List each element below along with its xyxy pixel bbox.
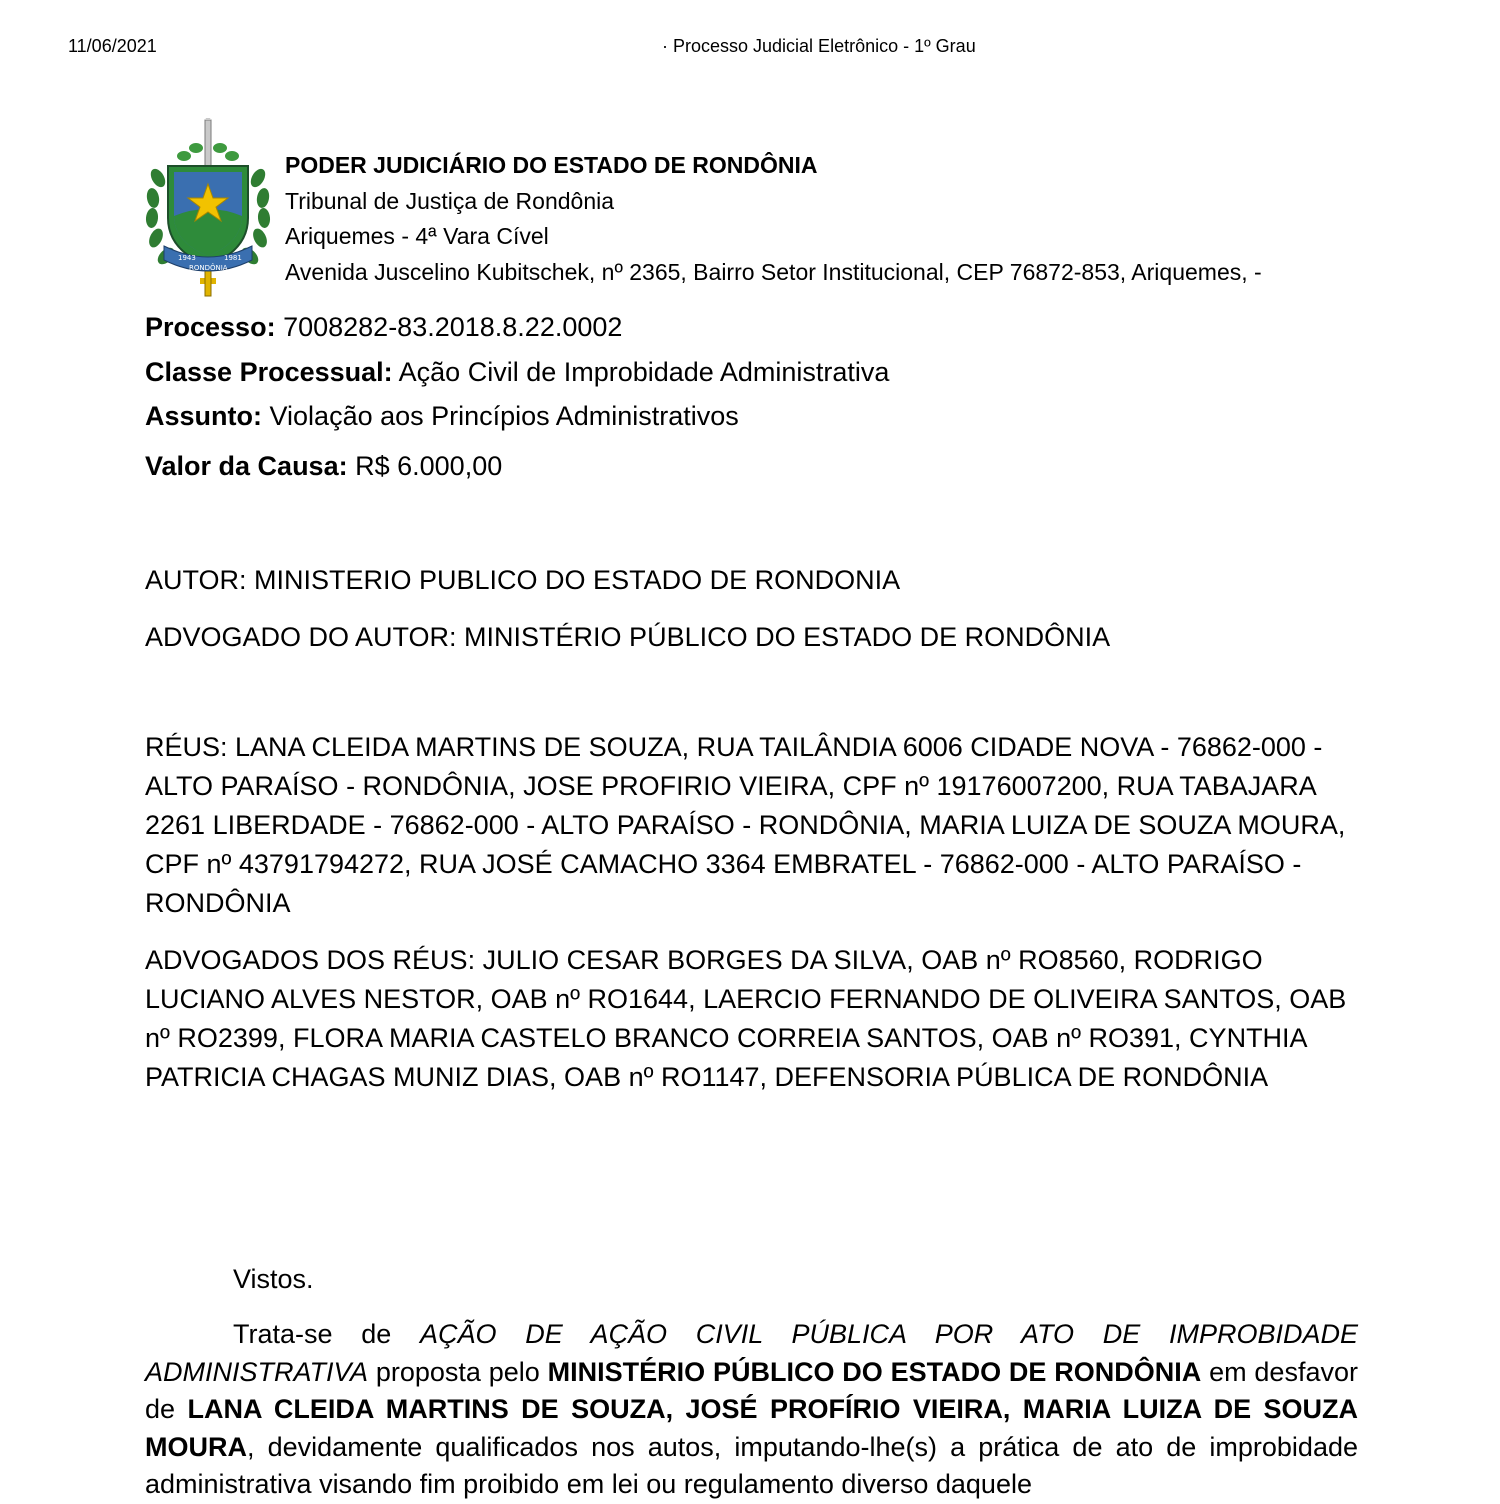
court-info <box>285 148 1262 290</box>
p1-by: proposta pelo <box>375 1356 540 1387</box>
svg-text:1981: 1981 <box>224 254 242 262</box>
advogados-reus-block <box>145 941 1360 1097</box>
assunto-field <box>145 401 739 432</box>
vara-name: Ariquemes - 4ª Vara Cível <box>285 223 549 249</box>
p1-against: em desfavor de <box>145 1356 1358 1424</box>
p1-plaintiff: MINISTÉRIO PÚBLICO DO ESTADO DE RONDÔNIA <box>547 1356 1202 1387</box>
coat-of-arms-icon <box>144 118 272 300</box>
court-address: Avenida Juscelino Kubitschek, nº 2365, Bairro Setor Institucional, CEP 76872-853, Ariquemes, - <box>285 258 1262 285</box>
advogados-reus-paragraph: ADVOGADOS DOS RÉUS: JULIO CESAR BORGES DA SILVA, OAB nº RO8560, RODRIGO LUCIANO ALVES NESTOR, OAB nº RO1644, LAERCIO FERNANDO DE OLIVEIRA SANTOS, OAB nº RO2399, FLORA MARIA CASTELO BRANCO CORREIA SANTOS, OAB nº RO391, CYNTHIA PATRICIA CHAGAS MUNIZ DIAS, OAB nº RO1147, DEFENSORIA PÚBLICA DE RONDÔNIA <box>145 945 1347 1092</box>
classe-value: Ação Civil de Improbidade Administrativa <box>398 357 890 387</box>
processo-value: 7008282-83.2018.8.22.0002 <box>283 312 623 342</box>
print-header <box>68 36 1432 60</box>
p1-action: AÇÃO DE AÇÃO CIVIL PÚBLICA POR ATO DE IMPROBIDADE ADMINISTRATIVA <box>145 1319 1358 1387</box>
decision-paragraph-text <box>145 1316 1358 1504</box>
valor-value: R$ 6.000,00 <box>355 451 503 481</box>
classe-label: Classe Processual: <box>145 357 393 387</box>
assunto-label: Assunto: <box>145 401 262 431</box>
advogado-autor-line: ADVOGADO DO AUTOR: MINISTÉRIO PÚBLICO DO ESTADO DE RONDÔNIA <box>145 622 1111 652</box>
autor-block <box>145 561 1360 600</box>
p1-intro: Trata-se de <box>233 1319 392 1349</box>
valor-label: Valor da Causa: <box>145 451 348 481</box>
reus-paragraph: RÉUS: LANA CLEIDA MARTINS DE SOUZA, RUA TAILÂNDIA 6006 CIDADE NOVA - 76862-000 - ALTO PARAÍSO - RONDÔNIA, JOSE PROFIRIO VIEIRA, CPF nº 19176007200, RUA TABAJARA 2261 LIBERDADE - 76862-000 - ALTO PARAÍSO - RONDÔNIA, MARIA LUIZA DE SOUZA MOURA, CPF nº 43791794272, RUA JOSÉ CAMACHO 3364 EMBRATEL - 76862-000 - ALTO PARAÍSO - RONDÔNIA <box>145 732 1346 918</box>
tribunal-name: Tribunal de Justiça de Rondônia <box>285 187 615 214</box>
autor-line: AUTOR: MINISTERIO PUBLICO DO ESTADO DE RONDONIA <box>145 565 901 595</box>
print-date: 11/06/2021 <box>68 36 157 56</box>
reus-block <box>145 728 1360 923</box>
decision-paragraph <box>145 1316 1358 1504</box>
p1-defendants: LANA CLEIDA MARTINS DE SOUZA, JOSÉ PROFÍRIO VIEIRA, MARIA LUIZA DE SOUZA MOURA <box>145 1394 1358 1462</box>
valor-field <box>145 451 502 482</box>
svg-text:1943: 1943 <box>178 254 196 262</box>
p1-rest: , devidamente qualificados nos autos, imputando-lhe(s) a prática de ato de improbidade administrativa visando fim proibido em lei ou regulamento diverso daquele <box>145 1431 1358 1499</box>
vistos-block <box>145 1261 1358 1299</box>
processo-label: Processo: <box>145 312 276 342</box>
svg-text:RONDÔNIA: RONDÔNIA <box>189 264 228 272</box>
print-title: · Processo Judicial Eletrônico - 1º Grau <box>662 36 976 56</box>
advogado-autor-block <box>145 618 1360 657</box>
assunto-value: Violação aos Princípios Administrativos <box>269 401 739 431</box>
vistos-line: Vistos. <box>233 1264 314 1294</box>
court-name: PODER JUDICIÁRIO DO ESTADO DE RONDÔNIA <box>285 152 818 178</box>
letterhead <box>144 118 1364 303</box>
classe-field <box>145 357 889 388</box>
processo-field <box>145 312 622 343</box>
